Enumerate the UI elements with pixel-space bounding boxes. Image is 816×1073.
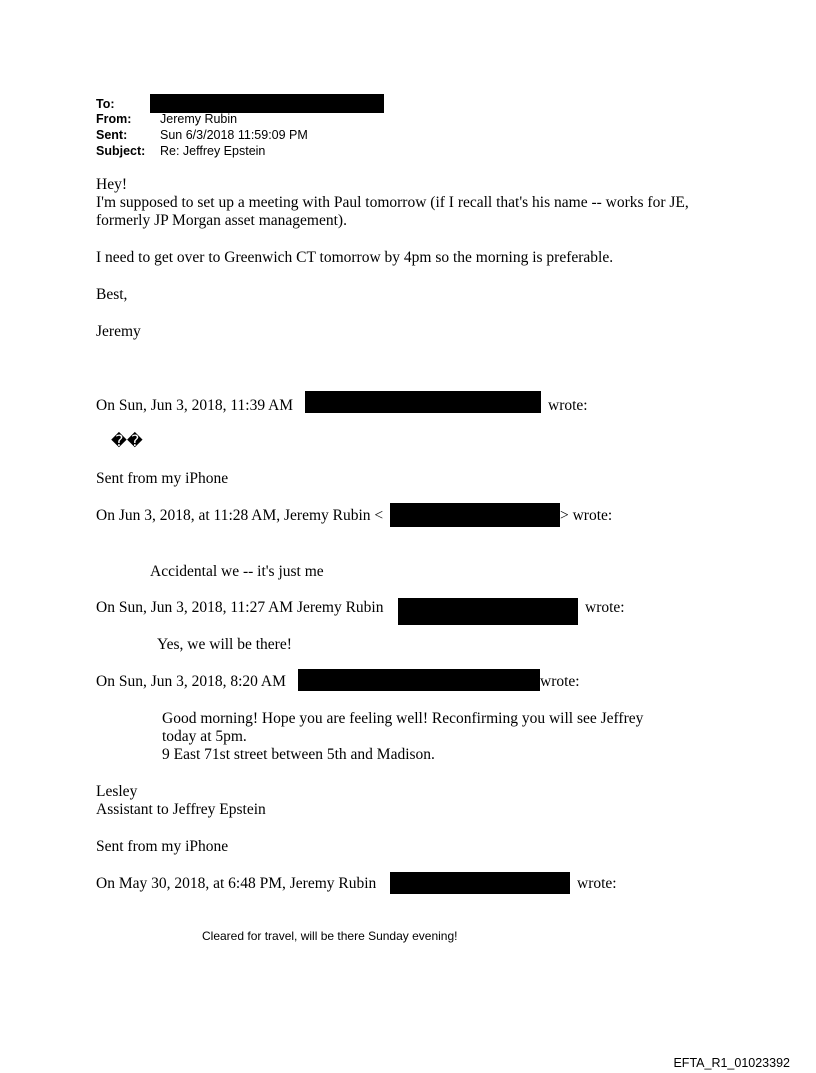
to-label: To: (96, 97, 115, 111)
quote4-sent-from: Sent from my iPhone (96, 838, 229, 855)
quote4-signature-title: Assistant to Jeffrey Epstein (96, 801, 266, 818)
redaction-quote4-sender (298, 669, 540, 691)
quote1-glyphs: �� (111, 433, 143, 450)
subject-value: Re: Jeffrey Epstein (160, 144, 266, 158)
quote4-body-line-2: today at 5pm. (162, 728, 247, 745)
subject-label: Subject: (96, 144, 146, 158)
redaction-quote2-email (390, 503, 560, 527)
document-id: EFTA_R1_01023392 (673, 1056, 790, 1070)
quote1-intro: On Sun, Jun 3, 2018, 11:39 AM (96, 397, 294, 414)
quote3-body: Yes, we will be there! (157, 636, 292, 653)
redaction-to (150, 94, 384, 113)
reply-line-2: formerly JP Morgan asset management). (96, 212, 347, 229)
reply-signoff: Best, (96, 286, 128, 303)
redaction-quote5-email (390, 872, 570, 894)
quote4-wrote: wrote: (540, 673, 580, 690)
quote2-wrote: > wrote: (560, 507, 613, 524)
quote2-intro: On Jun 3, 2018, at 11:28 AM, Jeremy Rubin < (96, 507, 384, 524)
quote2-body: Accidental we -- it's just me (150, 563, 324, 580)
quote5-body: Cleared for travel, will be there Sunday evening! (202, 929, 458, 943)
sent-value: Sun 6/3/2018 11:59:09 PM (160, 128, 308, 142)
from-value: Jeremy Rubin (160, 112, 238, 126)
email-header (0, 0, 816, 160)
quote4-body-line-1: Good morning! Hope you are feeling well! Reconfirming you will see Jeffrey (162, 710, 644, 727)
quote4-intro: On Sun, Jun 3, 2018, 8:20 AM (96, 673, 286, 690)
quote5-intro: On May 30, 2018, at 6:48 PM, Jeremy Rubin (96, 875, 377, 892)
quote3-intro: On Sun, Jun 3, 2018, 11:27 AM Jeremy Rubin (96, 599, 384, 616)
reply-line-1: I'm supposed to set up a meeting with Paul tomorrow (if I recall that's his name -- works for JE, (96, 194, 689, 211)
redaction-quote1-sender (305, 391, 541, 413)
quote1-sent-from: Sent from my iPhone (96, 470, 229, 487)
quote4-body-line-3: 9 East 71st street between 5th and Madison. (162, 746, 435, 763)
reply-line-3: I need to get over to Greenwich CT tomorrow by 4pm so the morning is preferable. (96, 249, 614, 266)
quote1-wrote: wrote: (548, 397, 588, 414)
sent-label: Sent: (96, 128, 128, 142)
reply-name: Jeremy (96, 323, 141, 340)
quote5-wrote: wrote: (577, 875, 617, 892)
reply-greeting: Hey! (96, 176, 127, 193)
quote4-signature-name: Lesley (96, 783, 138, 800)
quote3-wrote: wrote: (585, 599, 625, 616)
redaction-quote3-email (398, 598, 578, 625)
from-label: From: (96, 112, 132, 126)
